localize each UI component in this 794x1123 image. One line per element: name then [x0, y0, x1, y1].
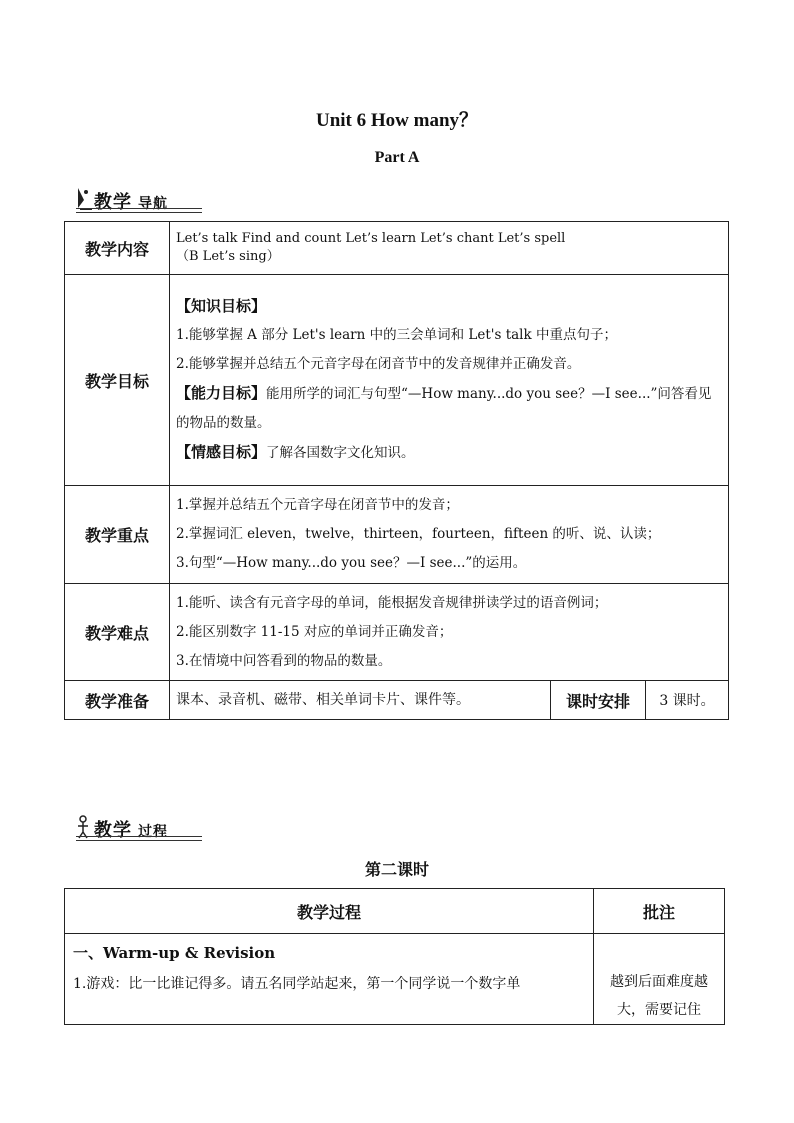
banner-underline [76, 208, 202, 213]
key-point-item: 1.掌握并总结五个元音字母在闭音节中的发音； [176, 497, 459, 513]
teaching-guide-table [64, 221, 729, 720]
teaching-process-label: 教学 过程 [94, 820, 168, 841]
content-line: （B Let’s sing） [176, 249, 280, 264]
knowledge-item: 2.能够掌握并总结五个元音字母在闭音节中的发音规律并正确发音。 [176, 356, 581, 372]
knowledge-tag: 【知识目标】 [176, 297, 267, 315]
page-subtitle: Part A [374, 149, 420, 166]
ability-line [176, 379, 722, 438]
table-row [65, 275, 729, 486]
table-row [65, 681, 729, 720]
goals-label: 教学目标 [65, 275, 170, 486]
knowledge-item: 1.能够掌握 A 部分 Let's learn 中的三会单词和 Let's talk 中重点句子； [176, 327, 617, 343]
key-points-label: 教学重点 [65, 486, 170, 584]
difficult-point-item: 1.能听、读含有元音字母的单词，能根据发音规律拼读学过的语音例词； [176, 594, 608, 611]
notes-column-header: 批注 [594, 889, 725, 934]
difficult-points-label: 教学难点 [65, 584, 170, 681]
difficult-points-cell [170, 584, 729, 681]
table-row [65, 934, 725, 1025]
process-item: 1.游戏：比一比谁记得多。请五名同学站起来，第一个同学说一个数字单 [73, 976, 521, 992]
section-heading: 一、Warm-up & Revision [73, 944, 276, 962]
emotion-tag: 【情感目标】 [176, 443, 267, 461]
ability-tag: 【能力目标】 [176, 384, 267, 402]
preparation-label: 教学准备 [65, 681, 170, 720]
page-title: Unit 6 How many？ [315, 110, 479, 131]
process-column-header: 教学过程 [65, 889, 594, 934]
content-cell [170, 222, 729, 275]
table-row [65, 486, 729, 584]
process-cell [65, 934, 594, 1025]
table-row [65, 584, 729, 681]
table-row [65, 222, 729, 275]
difficult-point-item: 2.能区别数字 11-15 对应的单词并正确发音； [176, 623, 453, 640]
key-points-cell [170, 486, 729, 584]
teaching-process-banner [74, 814, 202, 844]
teaching-guide-banner [74, 186, 202, 216]
goals-cell [170, 275, 729, 486]
schedule-value: 3 课时。 [646, 681, 729, 720]
teaching-process-table [64, 888, 725, 1025]
content-line: Let’s talk Find and count Let’s learn Let’s chant Let’s spell [176, 231, 566, 246]
content-label: 教学内容 [65, 222, 170, 275]
schedule-label: 课时安排 [551, 681, 646, 720]
ability-text: 能用所学的词汇与句型“—How many...do you see？—I see...”问答看见的物品的数量。 [176, 386, 712, 431]
difficult-point-item: 3.在情境中问答看到的物品的数量。 [176, 652, 392, 669]
banner-underline [76, 836, 202, 841]
key-point-item: 2.掌握词汇 eleven，twelve，thirteen，fourteen，fifteen 的听、说、认读； [176, 526, 661, 542]
table-row [65, 889, 725, 934]
emotion-text: 了解各国数字文化知识。 [266, 445, 415, 461]
emotion-line [176, 438, 722, 468]
lesson-title: 第二课时 [364, 860, 429, 879]
key-point-item: 3.句型“—How many...do you see？—I see...”的运用。 [176, 555, 527, 571]
teaching-guide-label: 教学 导航 [94, 192, 168, 213]
preparation-value: 课本、录音机、磁带、相关单词卡片、课件等。 [170, 681, 551, 720]
note-cell: 越到后面难度越大，需要记住 [594, 934, 725, 1025]
